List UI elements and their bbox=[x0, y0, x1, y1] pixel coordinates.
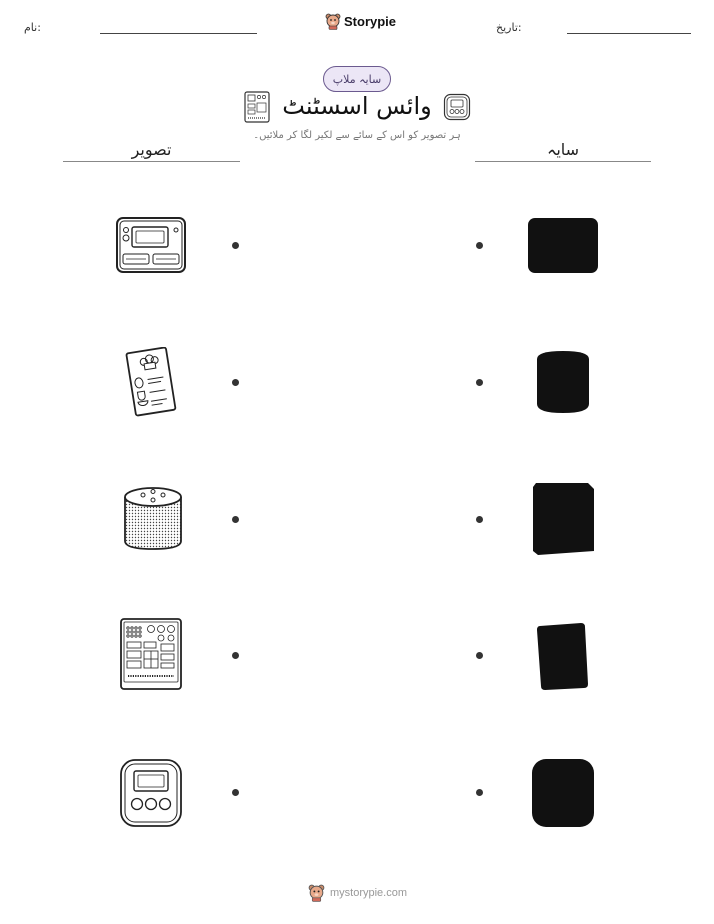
name-field-line[interactable] bbox=[100, 33, 257, 34]
rounded-rectangle-shadow bbox=[527, 216, 599, 274]
timer-small-icon bbox=[443, 93, 471, 121]
match-dot-picture-5[interactable] bbox=[232, 789, 239, 796]
match-dot-picture-2[interactable] bbox=[232, 379, 239, 386]
footer-url[interactable]: mystorypie.com bbox=[330, 887, 408, 899]
name-label: نام: bbox=[24, 21, 41, 34]
match-dot-shadow-3[interactable] bbox=[476, 516, 483, 523]
voice-assistant-display-icon bbox=[115, 216, 187, 274]
control-panel-small-icon bbox=[244, 91, 270, 123]
control-panel-icon bbox=[118, 617, 184, 691]
brand-logo bbox=[325, 13, 396, 30]
bear-mascot-icon bbox=[308, 884, 325, 902]
column-header-picture: تصویر bbox=[131, 140, 172, 159]
activity-badge: سایہ ملاپ bbox=[323, 66, 391, 92]
recipe-card-icon bbox=[123, 347, 179, 417]
box-shadow bbox=[530, 481, 596, 557]
column-header-shadow: سایہ bbox=[546, 140, 580, 159]
match-dot-shadow-1[interactable] bbox=[476, 242, 483, 249]
instructions: ہر تصویر کو اس کے سائے سے لکیر لگا کر ملائیں۔ bbox=[253, 130, 461, 141]
match-dot-picture-4[interactable] bbox=[232, 652, 239, 659]
column-underline-shadow bbox=[475, 161, 651, 162]
bear-mascot-icon bbox=[325, 13, 341, 30]
page-title: وائس اسسٹنٹ bbox=[282, 92, 432, 120]
match-dot-picture-1[interactable] bbox=[232, 242, 239, 249]
match-dot-shadow-4[interactable] bbox=[476, 652, 483, 659]
footer bbox=[308, 884, 407, 902]
column-underline-picture bbox=[63, 161, 240, 162]
match-dot-shadow-5[interactable] bbox=[476, 789, 483, 796]
brand-name: Storypie bbox=[344, 14, 397, 29]
cylinder-shadow bbox=[534, 349, 592, 415]
match-dot-picture-3[interactable] bbox=[232, 516, 239, 523]
rounded-square-shadow bbox=[531, 758, 595, 828]
date-label: تاریخ: bbox=[496, 21, 522, 34]
match-dot-shadow-2[interactable] bbox=[476, 379, 483, 386]
timer-device-icon bbox=[119, 758, 183, 828]
date-field-line[interactable] bbox=[567, 33, 691, 34]
tilted-tablet-shadow bbox=[535, 622, 591, 692]
smart-speaker-icon bbox=[122, 485, 184, 551]
